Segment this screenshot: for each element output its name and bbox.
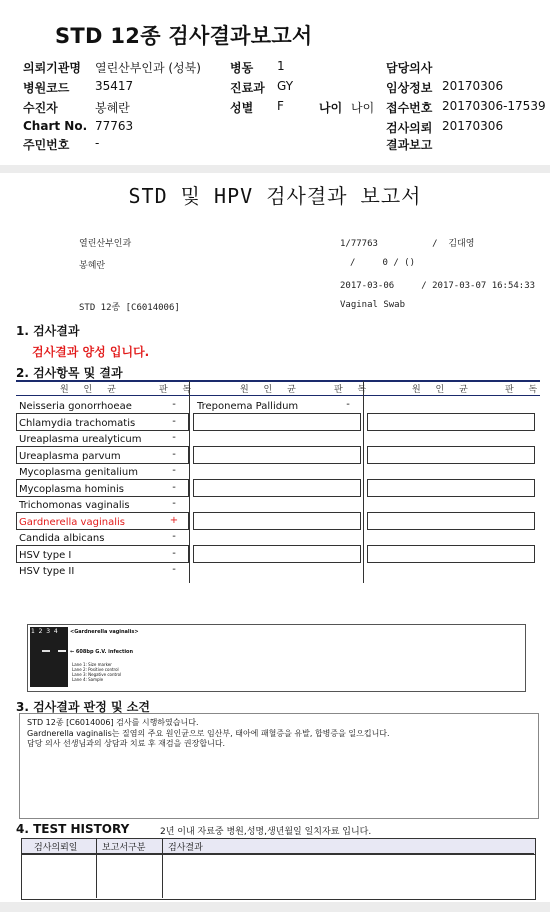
organism-name: Ureaplasma parvum: [19, 450, 121, 462]
value-sex: F: [277, 99, 284, 113]
organism-name: Trichomonas vaginalis: [19, 500, 130, 511]
value-ward: 1: [277, 59, 285, 73]
empty-result-box: [367, 545, 535, 563]
empty-result-box: [193, 512, 361, 530]
gel-marker-label: ← 608bp G.V. infection: [70, 649, 134, 655]
ward-bed: / 0 / (): [350, 258, 416, 268]
organism-name: Gardnerella vaginalis: [19, 516, 125, 528]
value-department: GY: [277, 79, 294, 93]
column-divider-1: [189, 381, 190, 583]
empty-result-box: [367, 512, 535, 530]
organism-judgement: -: [172, 531, 176, 542]
organism-judgement: +: [169, 514, 179, 526]
label-patient: 수진자: [23, 101, 58, 115]
gel-image: [30, 627, 68, 687]
label-department: 진료과: [230, 81, 265, 95]
organism-name: Chlamydia trachomatis: [19, 417, 136, 429]
value-age: 나이: [351, 101, 375, 115]
report-header-title: STD 12종 검사결과보고서: [55, 24, 313, 48]
result-positive-text: 검사결과 양성 입니다.: [32, 345, 150, 359]
patient-name: 봉혜란: [79, 261, 106, 271]
column-divider-2: [363, 381, 364, 583]
header-divider-band: [0, 165, 550, 173]
history-header-divider: [21, 853, 534, 854]
value-request-date: 20170306: [442, 119, 504, 133]
organism-judgement: -: [172, 547, 176, 559]
value-hospital-code: 35417: [95, 79, 134, 93]
chart-doctor: 1/77763 / 김대영: [340, 239, 475, 249]
col2-header-judgement: 판 독: [334, 385, 373, 395]
label-chart-no: Chart No.: [23, 119, 88, 133]
history-col-result: 검사결과: [168, 843, 203, 853]
col1-header-judgement: 판 독: [159, 385, 198, 395]
label-resident-number: 주민번호: [23, 138, 70, 152]
history-table: [21, 838, 536, 900]
empty-result-box: [367, 413, 535, 431]
label-age: 나이: [319, 101, 343, 115]
organism-judgement: -: [172, 498, 176, 509]
value-clinical-info: 20170306: [442, 79, 504, 93]
organism-judgement: -: [172, 432, 176, 443]
gel-legend-3: Lane 3: Negative control: [72, 672, 122, 677]
value-referring-institution: 열린산부인과 (성북): [95, 61, 201, 75]
opinion-line-2: Gardnerella vaginalis는 질염의 주요 원인균으로 임산부, 태아에 패혈증을 유발, 합병증을 일으킵니다.: [27, 728, 390, 738]
gel-band: [58, 650, 66, 652]
organism-judgement: -: [172, 415, 176, 427]
table-header-border: [16, 395, 540, 396]
organism-name: Candida albicans: [19, 533, 105, 544]
history-col-divider: [162, 838, 163, 898]
history-col-report-type: 보고서구분: [102, 843, 146, 853]
section-items-heading: 2. 검사항목 및 결과: [16, 366, 123, 380]
organism-judgement: -: [172, 481, 176, 493]
col2-header-organism: 원 인 균: [240, 385, 302, 395]
value-patient: 봉혜란: [95, 101, 130, 115]
organism-judgement: -: [172, 448, 176, 460]
label-hospital-code: 병원코드: [23, 81, 70, 95]
organism-name: Neisseria gonorrhoeae: [19, 401, 132, 412]
label-clinical-info: 임상정보: [386, 81, 433, 95]
clinic-name: 열린산부인과: [79, 239, 132, 249]
opinion-text: [27, 718, 390, 750]
value-accession-number: 20170306-17539: [442, 99, 546, 113]
label-report-date: 결과보고: [386, 138, 433, 152]
organism-treponema-pallidum: Treponema Pallidum: [197, 401, 299, 412]
specimen-type: Vaginal Swab: [340, 300, 406, 310]
empty-result-box: [193, 413, 361, 431]
section-result-heading: 1. 검사결과: [16, 324, 80, 338]
gel-band: [42, 650, 50, 652]
report-title: STD 및 HPV 검사결과 보고서: [128, 184, 422, 208]
history-col-divider: [96, 838, 97, 898]
label-ward: 병동: [230, 61, 254, 75]
opinion-line-1: STD 12종 [C6014006] 검사를 시행하였습니다.: [27, 718, 199, 727]
label-doctor: 담당의사: [386, 61, 433, 75]
section-opinion-heading: 3. 검사결과 판정 및 소견: [16, 700, 150, 714]
gel-legend-4: Lane 4: Sample: [72, 677, 104, 682]
gel-legend-2: Lane 2: Positive control: [72, 667, 119, 672]
label-request-date: 검사의뢰: [386, 121, 433, 135]
judgement-treponema-pallidum: -: [346, 399, 350, 410]
organism-name: Ureaplasma urealyticum: [19, 434, 142, 445]
test-code: STD 12종 [C6014006]: [79, 303, 180, 313]
label-accession-number: 접수번호: [386, 101, 433, 115]
label-sex: 성별: [230, 101, 254, 115]
history-note: 2년 이내 자료중 병원,성명,생년월일 일치자료 입니다.: [160, 827, 372, 837]
value-resident-number: -: [95, 136, 100, 150]
organism-judgement: -: [172, 564, 176, 575]
gel-title: <Gardnerella vaginalis>: [70, 629, 139, 635]
empty-result-box: [367, 446, 535, 464]
value-chart-no: 77763: [95, 119, 134, 133]
footer-band: [0, 902, 550, 912]
organism-name: Mycoplasma hominis: [19, 483, 124, 495]
empty-result-box: [193, 446, 361, 464]
gel-legend-1: Lane 1: Size marker: [72, 662, 112, 667]
gel-lane-numbers: 1 2 3 4: [31, 628, 58, 635]
opinion-line-3: 담당 의사 선생님과의 상담과 치료 후 재검을 권장합니다.: [27, 739, 226, 748]
section-history-heading: 4. TEST HISTORY: [16, 822, 130, 836]
col1-header-organism: 원 인 균: [60, 385, 122, 395]
collection-report-dates: 2017-03-06 / 2017-03-07 16:54:33: [340, 281, 536, 291]
organism-judgement: -: [172, 399, 176, 410]
empty-result-box: [193, 545, 361, 563]
col3-header-judgement: 판 독: [505, 385, 544, 395]
col3-header-organism: 원 인 균: [412, 385, 474, 395]
empty-result-box: [367, 479, 535, 497]
empty-result-box: [193, 479, 361, 497]
organism-name: HSV type II: [19, 566, 75, 577]
label-referring-institution: 의뢰기관명: [23, 61, 81, 75]
organism-judgement: -: [172, 465, 176, 476]
organism-name: Mycoplasma genitalium: [19, 467, 138, 478]
organism-name: HSV type I: [19, 549, 72, 561]
history-col-request-date: 검사의뢰일: [34, 843, 78, 853]
